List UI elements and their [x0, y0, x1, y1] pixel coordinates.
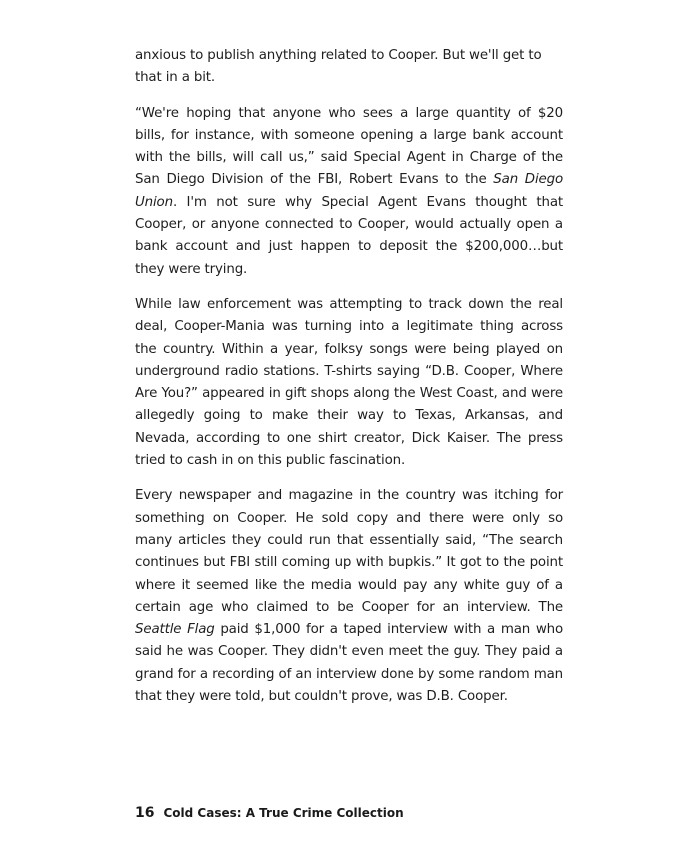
body-text — [135, 45, 563, 721]
paragraph-2-text-a: “We're hoping that anyone who sees a large quantity of $20 bills, for instance, with someone opening a large bank account with the bills, will call us,” said Special Agent in Charge of the San Diego Division of the FBI, Robert Evans to the — [135, 105, 563, 188]
paragraph-3: While law enforcement was attempting to track down the real deal, Cooper-Mania was turning into a legitimate thing across the country. Within a year, folksy songs were being played on underground radio stations. T-shirts saying “D.B. Cooper, Where Are You?” appeared in gift shops along the West Coast, and were allegedly going to make their way to Texas, Arkansas, and Nevada, according to one shirt creator, Dick Kaiser. The press tried to cash in on this public fascination. — [135, 296, 563, 469]
paragraph-1: anxious to publish anything related to Cooper. But we'll get to that in a bit. — [135, 48, 542, 86]
paragraph-2-text-b: . I'm not sure why Special Agent Evans thought that Cooper, or anyone connected to Cooper, would actually open a bank account and just happen to deposit the $200,000…but they were trying. — [135, 194, 563, 277]
paragraph-4 — [135, 485, 563, 708]
publication-title-san-diego-union: San Diego Union — [135, 172, 563, 210]
publication-title-seattle-flag: Seattle Flag — [135, 622, 215, 638]
page-footer — [135, 805, 404, 821]
paragraph-4-text-a: Every newspaper and magazine in the country was itching for something on Cooper. He sold copy and there were only so many articles they could run that essentially said, “The search continues but FBI still coming up with bupkis.” It got to the point where it seemed like the media would pay any white guy of a certain age who claimed to be Cooper for an interview. The — [135, 488, 563, 615]
page-number: 16 — [135, 805, 155, 821]
book-title: Cold Cases: A True Crime Collection — [163, 806, 404, 820]
paragraph-2 — [135, 103, 563, 281]
paragraph-4-text-b: paid $1,000 for a taped interview with a man who said he was Cooper. They didn't even meet the guy. They paid a grand for a recording of an interview done by some random man that they were told, but couldn't prove, was D.B. Cooper. — [135, 622, 564, 705]
